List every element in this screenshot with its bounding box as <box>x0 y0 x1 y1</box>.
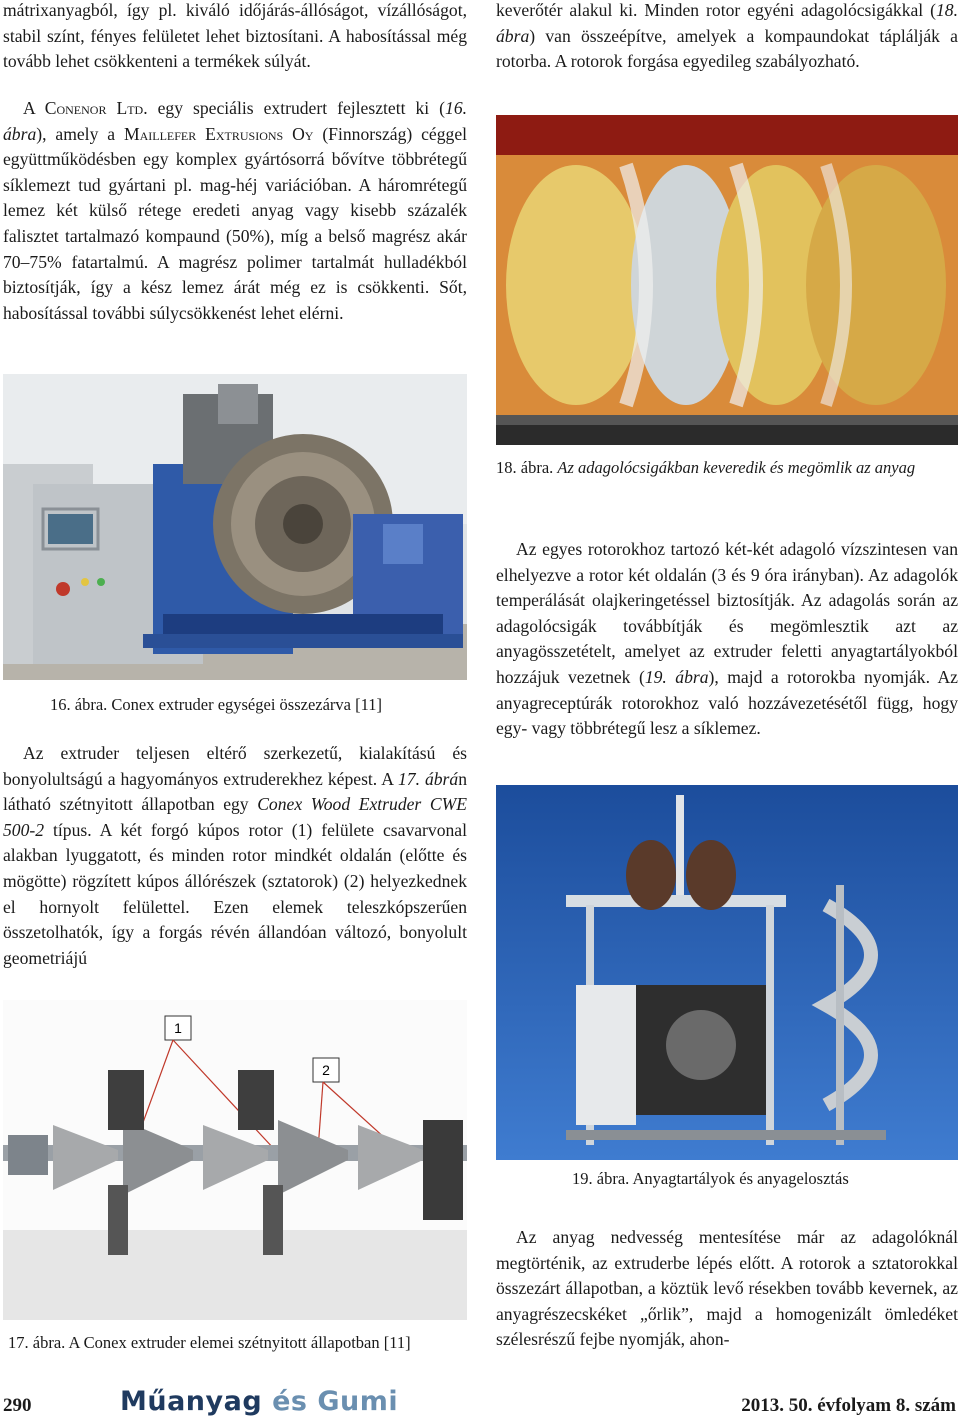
right-paragraph-1: keverőtér alakul ki. Minden rotor egyéni adagolócsigákkal (18. ábra) van összeépítve, amelyek a kompaundokat táplálják a rotorba. A rotorok forgása egyedileg szabályozható. <box>496 0 958 72</box>
right-paragraph-2: Az egyes rotorokhoz tartozó két-két adagoló vízszintesen van elhelyezve a rotor két oldalán (3 és 9 óra irányban). Az adagolók temperálását olajkeringetéssel biztosítják. Az adagolás során az adagolócsigák továbbítják és megömlesztik azt az anyagösszetételt, amelyet az extruder feletti anyagtartályokból hozzájuk vezetnek (19. ábra), majd a rotorokba nyomják. Az anyagreceptúrák rotorokhoz való hozzávezetésétől függ, hogy egy- vagy többrétegű lesz a síklemez. <box>496 539 958 739</box>
model-name: Conex Wood Extruder CWE 500-2 <box>3 794 467 840</box>
figure-ref-16: 16. ábra <box>3 98 468 144</box>
label-box-1 <box>165 1016 191 1040</box>
journal-logo <box>120 1386 399 1424</box>
figure-18-caption: 18. ábra. Az adagolócsigákban keveredik és megömlik az anyag <box>496 458 916 477</box>
figure-16-extruder-photo <box>3 374 467 680</box>
label-2: 2 <box>322 1062 330 1078</box>
figure-ref-17: 17. ábrá <box>397 768 459 789</box>
figure-17-caption: 17. ábra. A Conex extruder elemei szétnyitott állapotban [11] <box>8 1333 411 1352</box>
figure-19-caption: 19. ábra. Anyagtartályok és anyagelosztás <box>572 1169 849 1188</box>
journal-logo-text: Műanyag és Gumi <box>120 1386 399 1417</box>
figure-ref-19: 19. ábra <box>644 666 709 687</box>
issue-info: 2013. 50. évfolyam 8. szám <box>741 1395 956 1416</box>
label-1: 1 <box>174 1020 182 1036</box>
page-number: 290 <box>3 1395 32 1416</box>
figure-19-production-line <box>496 785 958 1160</box>
label-box-2 <box>313 1058 339 1082</box>
right-paragraph-3: Az anyag nedvesség mentesítése már az adagolóknál megtörténik, az extruderbe lépés előtt. A rotorok a sztatorokkal összezárt állapotban, a köztük levő résekben tovább kevernek, az anyagrészecskéket „őrlik”, majd a homogenizált ömledéket szélesrészű fejbe nyomják, ahon- <box>496 1227 958 1350</box>
left-paragraph-3: Az extruder teljesen eltérő szerkezetű, kialakítású és bonyolultságú a hagyományos extruderekhez képest. A 17. ábrán látható szétnyitott állapotban egy Conex Wood Extruder CWE 500-2 típus. A két forgó kúpos rotor (1) felülete csavarvonal alakban lyuggatott, és minden rotor mindkét oldalán (előtte és mögötte) rögzített kúpos állórészek (sztatorok) (2) helyezkednek el hornyolt felülettel. Ezen elemek teleszkópszerűen összetolhatók, így a forgás révén állandóan változó, bonyolult geometriájú <box>3 743 467 968</box>
left-paragraph-2: A Conenor Ltd. egy speciális extrudert fejlesztett ki (16. ábra), amely a Maillefer Extrusions Oy (Finnország) céggel együttműködésben egy komplex gyártósorrá bővítve többrétegű síklemezt tud gyártani pl. mag-héj variációban. A háromrétegű lemez két külső rétege eredeti anyag vagy kisebb százalék falisztet tartalmazó kompaund (50%), míg a belső magrész akár 70–75% fatartalmú. A magrész polimer tartalmát hulladékból biztosítják, így a kész lemez árát még ez is csökkenti. Sőt, habosítással további súlycsökkenést lehet elérni. <box>3 98 468 323</box>
figure-ref-18: 18. ábra <box>496 0 958 46</box>
company-maillefer: Maillefer Extrusions Oy <box>123 123 314 144</box>
figure-17-exploded-extruder <box>3 1000 467 1320</box>
company-conenor: Conenor Ltd <box>44 98 144 118</box>
figure-18-screw-render <box>496 115 958 445</box>
figure-16-caption: 16. ábra. Conex extruder egységei összezárva [11] <box>50 695 382 714</box>
left-paragraph-1: mátrixanyagból, így pl. kiváló időjárás-állóságot, vízállóságot, stabil színt, fényes felületet lehet biztosítani. A habosítással még tovább lehet csökkenteni a termékek súlyát. <box>3 0 467 72</box>
